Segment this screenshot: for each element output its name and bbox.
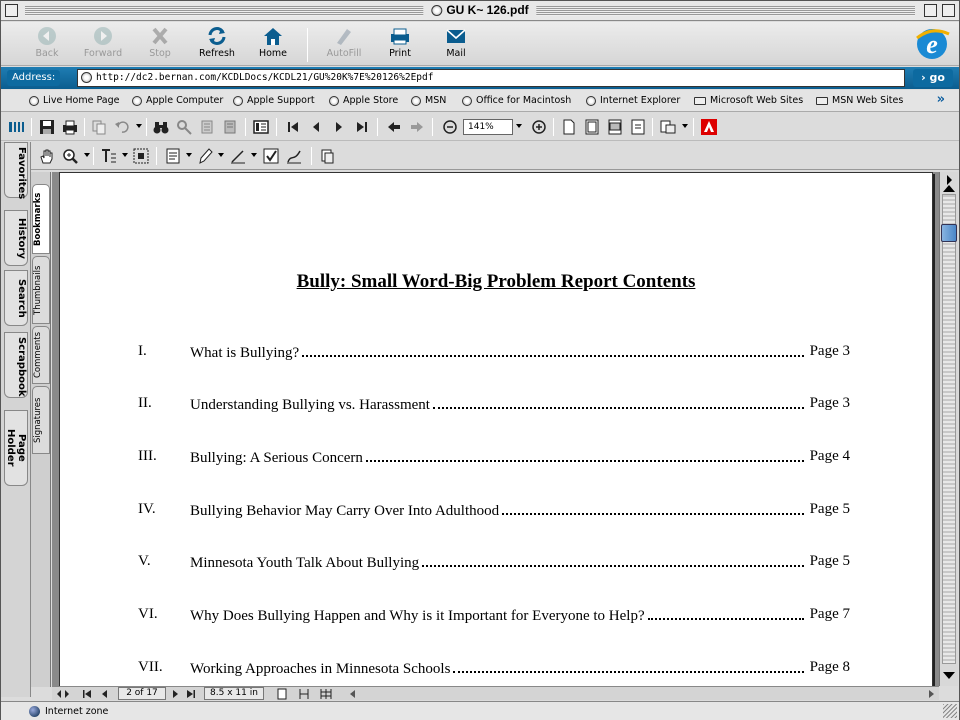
collapse-box-icon[interactable]: [942, 4, 955, 17]
toc-entry[interactable]: [138, 343, 850, 363]
go-to-previous-view-button[interactable]: [385, 118, 403, 136]
tab-comments[interactable]: Comments: [32, 326, 50, 384]
favorite-msn-web-sites[interactable]: MSN Web Sites: [816, 95, 903, 106]
actual-size-button[interactable]: [560, 118, 578, 136]
browser-toolbar: [1, 22, 959, 66]
page-number-field[interactable]: 2 of 17: [118, 687, 166, 700]
undo-icon: [114, 119, 130, 135]
favorite-internet-explorer[interactable]: Internet Explorer: [586, 95, 680, 106]
print-button[interactable]: Print: [372, 24, 428, 64]
toc-title: Bullying: A Serious Concern: [190, 450, 363, 466]
tab-thumbnails[interactable]: Thumbnails: [32, 256, 50, 324]
vertical-scrollbar[interactable]: [939, 172, 958, 686]
toc-number: V.: [138, 553, 151, 569]
text-select-tool-button[interactable]: [100, 147, 118, 165]
adobe-logo-icon: [701, 119, 717, 135]
stop-icon: [149, 26, 171, 46]
search-results-button[interactable]: [198, 118, 216, 136]
search-results-icon: [199, 119, 215, 135]
pencil-tool-dropdown-arrow-icon[interactable]: [218, 153, 224, 157]
zoom-tool-button[interactable]: [61, 147, 79, 165]
favorite-office-for-macintosh[interactable]: Office for Macintosh: [462, 95, 571, 106]
first-page-button[interactable]: [284, 118, 302, 136]
go-to-next-view-button[interactable]: [408, 118, 426, 136]
crop-icon: [319, 148, 335, 164]
tab-signatures[interactable]: Signatures: [32, 386, 50, 454]
last-page-small-icon[interactable]: [186, 689, 196, 699]
magnifier-icon: [62, 148, 78, 164]
next-page-button[interactable]: [330, 118, 348, 136]
adobe-online-button[interactable]: [700, 118, 718, 136]
window-resize-grip-icon[interactable]: [943, 704, 957, 718]
globe-icon: [411, 96, 421, 106]
first-page-small-icon[interactable]: [82, 689, 92, 699]
globe-icon: [233, 96, 243, 106]
previous-page-small-icon[interactable]: [100, 689, 110, 699]
document-title: Bully: Small Word-Big Problem Report Contents: [296, 271, 696, 292]
toc-number: IV.: [138, 501, 156, 517]
copy-button[interactable]: [90, 118, 108, 136]
acrobat-toolbar-tools: [1, 142, 959, 170]
globe-icon: [329, 96, 339, 106]
spell-check-button[interactable]: [262, 147, 280, 165]
favorite-microsoft-web-sites[interactable]: Microsoft Web Sites: [694, 95, 803, 106]
note-tool-button[interactable]: [164, 147, 182, 165]
scroll-track[interactable]: [942, 194, 956, 664]
leader-dots: [648, 606, 804, 620]
pencil-tool-button[interactable]: [196, 147, 214, 165]
pdf-page: [59, 172, 933, 686]
hand-icon: [39, 148, 55, 164]
toc-entry[interactable]: [138, 553, 850, 573]
zoom-in-icon: [531, 119, 547, 135]
autofill-icon: [333, 26, 355, 46]
toc-number: II.: [138, 395, 152, 411]
toc-title: Bullying Behavior May Carry Over Into Adulthood: [190, 503, 500, 519]
fit-visible-icon: [630, 119, 646, 135]
leader-dots: [302, 343, 804, 357]
page-size-indicator: 8.5 x 11 in: [204, 687, 264, 700]
address-label: Address:: [7, 70, 60, 86]
favorites-more-button[interactable]: »: [936, 92, 945, 107]
show-hide-bookmarks-button[interactable]: [252, 118, 270, 136]
address-input[interactable]: http://dc2.bernan.com/KCDLDocs/KCDL21/GU%20K%7E%20126%2Epdf: [77, 69, 905, 87]
toc-number: VI.: [138, 606, 158, 622]
toc-entry[interactable]: [138, 606, 850, 626]
back-button[interactable]: Back: [19, 24, 75, 64]
print-icon: [389, 26, 411, 46]
printer-icon: [62, 119, 78, 135]
tab-favorites[interactable]: Favorites: [4, 142, 28, 198]
zoom-level-input[interactable]: 141%: [463, 119, 513, 135]
scroll-down-arrow-icon[interactable]: [943, 672, 955, 679]
last-page-icon: [354, 119, 370, 135]
refresh-button[interactable]: Refresh: [189, 24, 245, 64]
text-select-icon: [101, 148, 117, 164]
toc-title: Why Does Bullying Happen and Why is it Important for Everyone to Help?: [190, 608, 645, 624]
continuous-layout-icon[interactable]: [298, 688, 310, 700]
document-view[interactable]: [52, 172, 939, 686]
facing-pages-layout-icon[interactable]: [320, 688, 332, 700]
leader-dots: [433, 395, 804, 409]
rotate-view-icon: [660, 119, 676, 135]
highlight-tool-dropdown-arrow-icon[interactable]: [251, 153, 257, 157]
toc-page-number: Page 7: [809, 606, 850, 622]
explorer-bar-tabs: [1, 142, 31, 697]
toc-number: III.: [138, 448, 157, 464]
page-layout-icon: [253, 119, 269, 135]
highlight-tool-button[interactable]: [229, 147, 247, 165]
highlighter-icon: [230, 148, 246, 164]
search-index-icon: [176, 119, 192, 135]
zoom-tool-dropdown-arrow-icon[interactable]: [84, 153, 90, 157]
text-select-dropdown-arrow-icon[interactable]: [122, 153, 128, 157]
expand-pane-arrow-icon[interactable]: [947, 175, 952, 185]
previous-view-icon: [386, 119, 402, 135]
url-globe-icon: [81, 72, 92, 83]
favorite-live-home-page[interactable]: Live Home Page: [29, 95, 120, 106]
tab-scrapbook[interactable]: Scrapbook: [4, 332, 28, 398]
zoom-in-button[interactable]: [530, 118, 548, 136]
scroll-left-arrow-icon[interactable]: [347, 688, 359, 700]
autofill-button[interactable]: AutoFill: [316, 24, 372, 64]
internet-zone-globe-icon: [29, 706, 40, 717]
mail-button[interactable]: Mail: [428, 24, 484, 64]
previous-page-button[interactable]: [307, 118, 325, 136]
internet-explorer-logo-icon: [913, 24, 951, 62]
folder-icon: [816, 97, 828, 105]
note-icon: [165, 148, 181, 164]
scroll-up-arrow-icon[interactable]: [943, 185, 955, 192]
title-bar[interactable]: [1, 1, 959, 21]
close-box-icon[interactable]: [5, 4, 18, 17]
svg-text:e: e: [926, 30, 938, 59]
search-index-button[interactable]: [175, 118, 193, 136]
save-button[interactable]: [38, 118, 56, 136]
zoom-out-icon: [442, 119, 458, 135]
refresh-icon: [206, 26, 228, 46]
toc-page-number: Page 3: [809, 395, 850, 411]
mail-icon: [445, 26, 467, 46]
fit-width-button[interactable]: [606, 118, 624, 136]
toc-title: Understanding Bullying vs. Harassment: [190, 397, 430, 413]
toc-entry[interactable]: [138, 659, 850, 679]
copy-icon: [91, 119, 107, 135]
globe-icon: [462, 96, 472, 106]
search-next-icon: [222, 119, 238, 135]
go-button[interactable]: › go: [913, 69, 953, 87]
hand-tool-button[interactable]: [38, 147, 56, 165]
tab-history[interactable]: History: [4, 210, 28, 266]
last-page-button[interactable]: [353, 118, 371, 136]
toc-page-number: Page 4: [809, 448, 850, 464]
leader-dots: [453, 659, 804, 673]
spell-check-icon: [263, 148, 279, 164]
fit-width-icon: [607, 119, 623, 135]
rotate-dropdown-arrow-icon[interactable]: [682, 124, 688, 128]
show-hide-navigation-pane-button[interactable]: [7, 118, 25, 136]
globe-icon: [132, 96, 142, 106]
print-pdf-button[interactable]: [61, 118, 79, 136]
actual-size-icon: [561, 119, 577, 135]
graphics-select-icon: [133, 148, 149, 164]
document-globe-icon: [431, 5, 442, 16]
sign-tool-button[interactable]: [285, 147, 303, 165]
home-button[interactable]: Home: [245, 24, 301, 64]
favorite-msn[interactable]: MSN: [411, 95, 446, 106]
find-button[interactable]: [152, 118, 170, 136]
pencil-icon: [197, 148, 213, 164]
undo-dropdown-arrow-icon[interactable]: [136, 124, 142, 128]
fit-visible-button[interactable]: [629, 118, 647, 136]
toc-number: VII.: [138, 659, 163, 675]
stop-button[interactable]: Stop: [132, 24, 188, 64]
back-arrow-icon: [36, 26, 58, 46]
toc-title: Working Approaches in Minnesota Schools: [190, 661, 451, 677]
favorite-apple-store[interactable]: Apple Store: [329, 95, 398, 106]
navigation-pane-icon: [8, 119, 24, 135]
crop-tool-button[interactable]: [318, 147, 336, 165]
save-disk-icon: [39, 119, 55, 135]
zoom-out-button[interactable]: [441, 118, 459, 136]
home-icon: [262, 26, 284, 46]
leader-dots: [502, 501, 804, 515]
previous-page-icon: [308, 119, 324, 135]
tab-search[interactable]: Search: [4, 270, 28, 326]
fit-page-button[interactable]: [583, 118, 601, 136]
signature-pen-icon: [286, 148, 302, 164]
fit-page-icon: [584, 119, 600, 135]
pdf-status-bar: [52, 686, 939, 700]
next-page-small-icon[interactable]: [170, 689, 180, 699]
rotate-view-button[interactable]: [659, 118, 677, 136]
globe-icon: [29, 96, 39, 106]
toc-entry[interactable]: [138, 395, 850, 415]
toc-page-number: Page 3: [809, 343, 850, 359]
leader-dots: [422, 553, 804, 567]
window-title: GU K~ 126.pdf: [423, 3, 536, 17]
status-text: Internet zone: [45, 706, 109, 717]
acrobat-toolbar-main: [1, 113, 959, 141]
undo-button[interactable]: [113, 118, 131, 136]
toc-page-number: Page 8: [809, 659, 850, 675]
single-page-layout-icon[interactable]: [276, 688, 288, 700]
forward-button[interactable]: Forward: [75, 24, 131, 64]
leader-dots: [366, 448, 804, 462]
search-next-button[interactable]: [221, 118, 239, 136]
zoom-box-icon[interactable]: [924, 4, 937, 17]
next-view-icon: [409, 119, 425, 135]
toc-entry[interactable]: [138, 501, 850, 521]
status-bar: [1, 701, 959, 720]
forward-arrow-icon: [92, 26, 114, 46]
toc-page-number: Page 5: [809, 501, 850, 517]
folder-icon: [694, 97, 706, 105]
favorite-apple-support[interactable]: Apple Support: [233, 95, 315, 106]
scroll-thumb[interactable]: [941, 224, 957, 242]
favorite-apple-computer[interactable]: Apple Computer: [132, 95, 223, 106]
resize-pane-icon[interactable]: [56, 688, 70, 700]
address-bar: [1, 67, 959, 89]
favorites-bar: [1, 90, 959, 112]
first-page-icon: [285, 119, 301, 135]
toc-entry[interactable]: [138, 448, 850, 468]
globe-icon: [586, 96, 596, 106]
pdf-navigation-tabs: [31, 172, 51, 687]
graphics-select-tool-button[interactable]: [132, 147, 150, 165]
toc-page-number: Page 5: [809, 553, 850, 569]
toc-title: Minnesota Youth Talk About Bullying: [190, 555, 420, 571]
note-tool-dropdown-arrow-icon[interactable]: [186, 153, 192, 157]
tab-page-holder[interactable]: Page Holder: [4, 410, 28, 486]
binoculars-icon: [153, 119, 169, 135]
zoom-dropdown-arrow-icon[interactable]: [516, 124, 522, 128]
tab-bookmarks[interactable]: Bookmarks: [32, 184, 50, 254]
toc-title: What is Bullying?: [190, 345, 300, 361]
toc-number: I.: [138, 343, 147, 359]
scroll-right-arrow-icon[interactable]: [925, 688, 937, 700]
next-page-icon: [331, 119, 347, 135]
